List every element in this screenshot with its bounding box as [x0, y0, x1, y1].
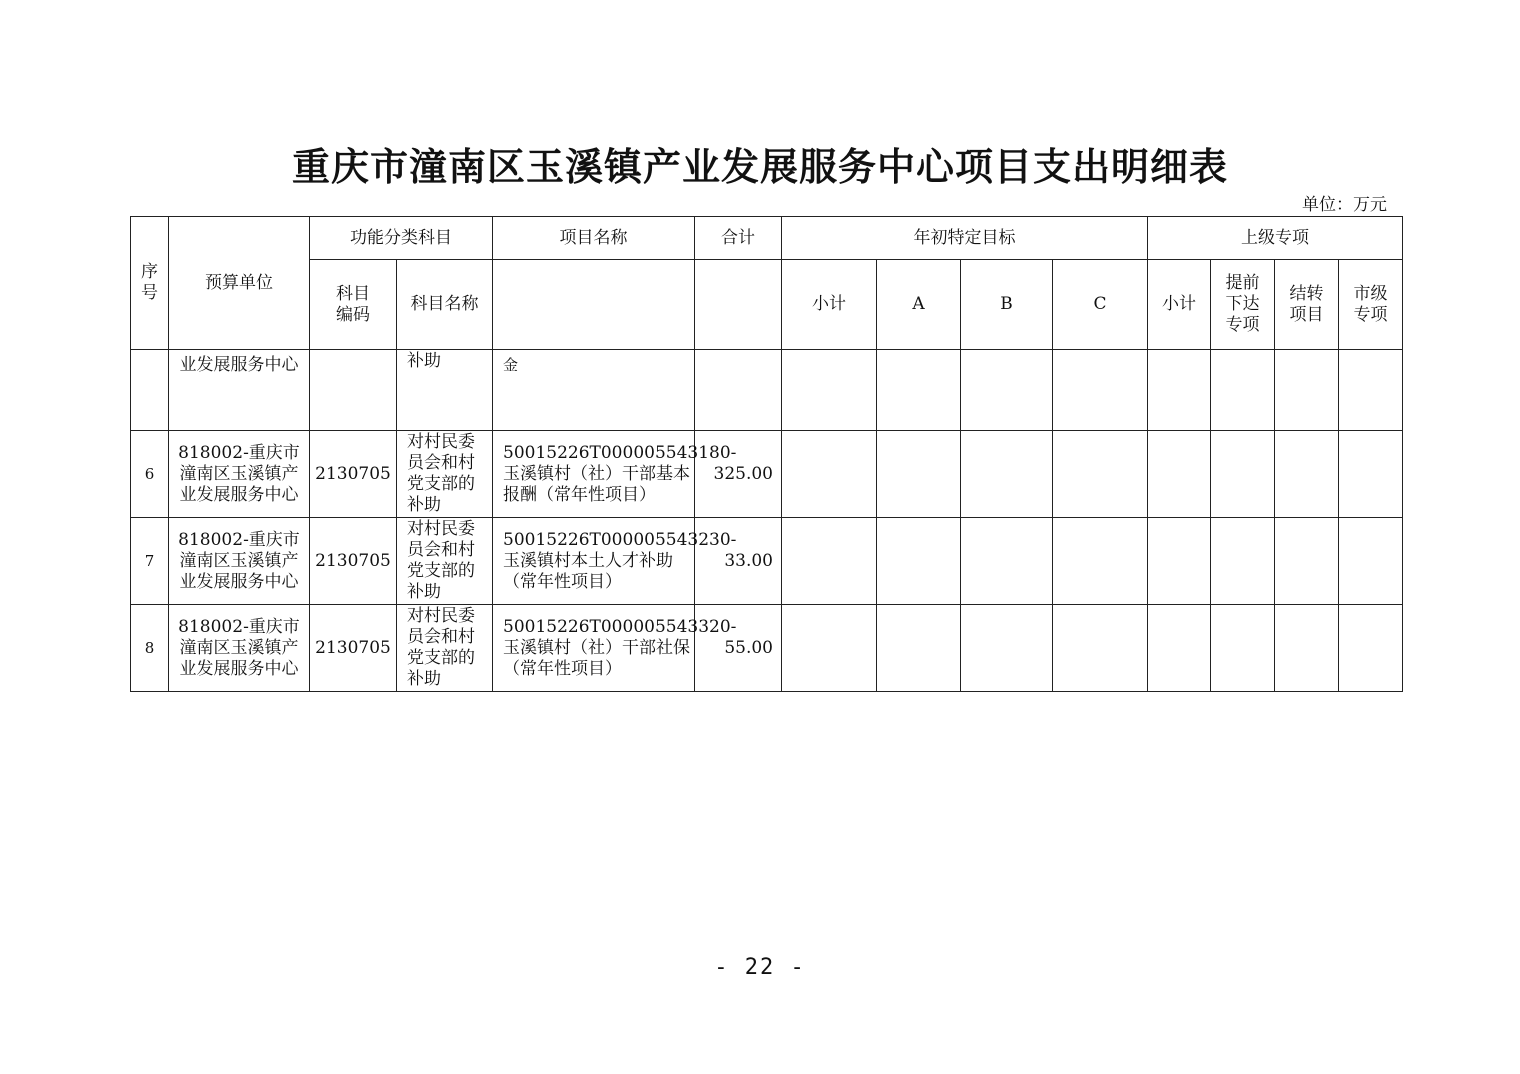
cell-empty: [1211, 431, 1275, 518]
cell-empty: [1148, 350, 1211, 431]
continuation-subject-name: 补助: [397, 350, 493, 431]
cell-empty: [1211, 518, 1275, 605]
header-project-name: 项目名称: [493, 217, 695, 260]
row-project: 50015226T000005543320-玉溪镇村（社）干部社保（常年性项目）: [493, 605, 695, 692]
cell-empty: [1339, 350, 1403, 431]
header-upper-city: 市级专项: [1339, 260, 1403, 350]
cell-empty: [1339, 431, 1403, 518]
cell-empty: [782, 518, 877, 605]
table-row: [131, 431, 1403, 518]
cell-empty: [961, 518, 1053, 605]
header-budget-unit: 预算单位: [169, 217, 310, 350]
row-unit: 818002-重庆市潼南区玉溪镇产业发展服务中心: [169, 605, 310, 692]
header-subject-name: 科目名称: [397, 260, 493, 350]
table-row: [131, 605, 1403, 692]
header-upper-advance: 提前下达专项: [1211, 260, 1275, 350]
cell-empty: [1053, 350, 1148, 431]
cell-empty: [1275, 350, 1339, 431]
row-unit: 818002-重庆市潼南区玉溪镇产业发展服务中心: [169, 431, 310, 518]
header-seq: 序号: [131, 217, 169, 350]
cell-empty: [1211, 605, 1275, 692]
row-total: 55.00: [695, 605, 782, 692]
cell-empty: [877, 431, 961, 518]
row-total: 33.00: [695, 518, 782, 605]
header-row-2: [131, 260, 1403, 350]
cell-empty: [310, 350, 397, 431]
header-total: 合计: [695, 217, 782, 260]
cell-empty: [1275, 518, 1339, 605]
header-func-group: 功能分类科目: [310, 217, 493, 260]
cell-empty: [782, 350, 877, 431]
header-annual-b: B: [961, 260, 1053, 350]
cell-empty: [782, 431, 877, 518]
cell-empty: [877, 518, 961, 605]
header-annual-c: C: [1053, 260, 1148, 350]
cell-empty: [1275, 605, 1339, 692]
cell-empty: [1211, 350, 1275, 431]
row-subject-name: 对村民委员会和村党支部的补助: [397, 431, 493, 518]
header-project-name-empty: [493, 260, 695, 350]
expenditure-table: [130, 216, 1403, 692]
header-upper-group: 上级专项: [1148, 217, 1403, 260]
header-upper-subtotal: 小计: [1148, 260, 1211, 350]
cell-empty: [1148, 431, 1211, 518]
continuation-unit: 业发展服务中心: [169, 350, 310, 431]
header-upper-carry: 结转项目: [1275, 260, 1339, 350]
continuation-row: [131, 350, 1403, 431]
cell-empty: [877, 605, 961, 692]
row-seq: 8: [131, 605, 169, 692]
cell-empty: [695, 350, 782, 431]
row-code: 2130705: [310, 605, 397, 692]
unit-label: 单位：万元: [1302, 195, 1387, 215]
cell-empty: [961, 431, 1053, 518]
cell-empty: [782, 605, 877, 692]
cell-empty: [1148, 605, 1211, 692]
cell-empty: [1339, 605, 1403, 692]
table-row: [131, 518, 1403, 605]
page-number: - 22 -: [714, 955, 806, 980]
row-project: 50015226T000005543230-玉溪镇村本土人才补助（常年性项目）: [493, 518, 695, 605]
cell-empty: [1053, 431, 1148, 518]
row-subject-name: 对村民委员会和村党支部的补助: [397, 605, 493, 692]
header-annual-group: 年初特定目标: [782, 217, 1148, 260]
header-row-1: [131, 217, 1403, 260]
row-project: 50015226T000005543180-玉溪镇村（社）干部基本报酬（常年性项目）: [493, 431, 695, 518]
cell-empty: [1053, 518, 1148, 605]
header-annual-subtotal: 小计: [782, 260, 877, 350]
row-subject-name: 对村民委员会和村党支部的补助: [397, 518, 493, 605]
cell-empty: [1148, 518, 1211, 605]
header-total-empty: [695, 260, 782, 350]
cell-empty: [1275, 431, 1339, 518]
cell-empty: [1053, 605, 1148, 692]
continuation-project: 金: [493, 350, 695, 431]
cell-empty: [961, 605, 1053, 692]
row-seq: 6: [131, 431, 169, 518]
cell-empty: [877, 350, 961, 431]
header-annual-a: A: [877, 260, 961, 350]
row-total: 325.00: [695, 431, 782, 518]
row-code: 2130705: [310, 518, 397, 605]
cell-empty: [1339, 518, 1403, 605]
row-unit: 818002-重庆市潼南区玉溪镇产业发展服务中心: [169, 518, 310, 605]
cell-empty: [961, 350, 1053, 431]
page-title: 重庆市潼南区玉溪镇产业发展服务中心项目支出明细表: [291, 144, 1228, 189]
cell-empty: [131, 350, 169, 431]
row-seq: 7: [131, 518, 169, 605]
row-code: 2130705: [310, 431, 397, 518]
header-subject-code: 科目编码: [310, 260, 397, 350]
